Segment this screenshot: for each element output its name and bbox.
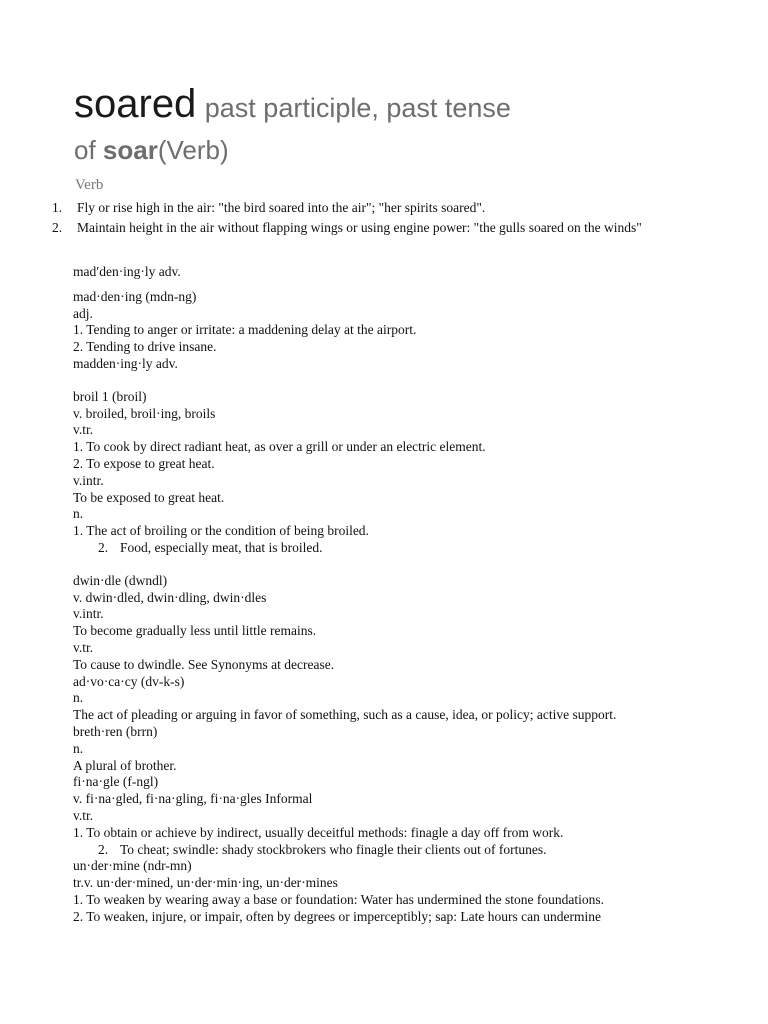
entry-headword: fi·na·gle (f-ngl) — [73, 774, 159, 790]
spacer — [73, 557, 713, 573]
entry-line: n. — [73, 506, 84, 522]
entry-line: 2. To weaken, injure, or impair, often by degrees or imperceptibly; sap: Late hours can undermine — [73, 908, 601, 924]
entry-line: adj. — [73, 305, 93, 321]
entry-line: To cause to dwindle. See Synonyms at decrease. — [73, 656, 335, 672]
entry-line: v.tr. — [73, 807, 94, 823]
sense-text: Fly or rise high in the air: "the bird soared into the air"; "her spirits soared". — [77, 200, 486, 215]
spacer — [73, 373, 713, 389]
entry-line: madden·ing·ly adv. — [73, 355, 178, 371]
entry-line — [73, 540, 713, 557]
part-of-speech-heading: Verb — [75, 177, 104, 193]
entry-line: v. broiled, broil·ing, broils — [73, 405, 216, 421]
entry-line: n. — [73, 690, 84, 706]
root-pos: (Verb) — [157, 135, 229, 165]
entry-line: 2. Tending to drive insane. — [73, 339, 217, 355]
entry-line: 1. To weaken by wearing away a base or foundation: Water has undermined the stone foundations. — [73, 891, 604, 907]
entry-line: 2. To expose to great heat. — [73, 455, 215, 471]
entry-line: v. fi·na·gled, fi·na·gling, fi·na·gles Informal — [73, 791, 313, 807]
entry-line: v. dwin·dled, dwin·dling, dwin·dles — [73, 589, 267, 605]
entry-line: 1. To cook by direct radiant heat, as over a grill or under an electric element. — [73, 439, 486, 455]
entry-line: mad′den·ing·ly adv. — [73, 264, 181, 279]
entry-line: To become gradually less until little remains. — [73, 623, 317, 639]
entry-text: Food, especially meat, that is broiled. — [120, 539, 323, 555]
entry-line: n. — [73, 740, 84, 756]
entry-line: v.intr. — [73, 472, 104, 488]
entry-line: tr.v. un·der·mined, un·der·min·ing, un·der·mines — [73, 875, 338, 891]
sense-text: Maintain height in the air without flapping wings or using engine power: "the gulls soared on the winds" — [77, 220, 642, 235]
entry-line: v.intr. — [73, 606, 104, 622]
spacer — [73, 281, 713, 289]
entry-line: The act of pleading or arguing in favor of something, such as a cause, idea, or policy; active support. — [73, 707, 617, 723]
headword-description: past participle, past tense — [204, 93, 511, 123]
entry-line: To be exposed to great heat. — [73, 489, 225, 505]
entry-line: 1. The act of broiling or the condition of being broiled. — [73, 523, 369, 539]
dictionary-entries — [73, 264, 713, 925]
root-word-line — [74, 135, 229, 166]
entry-line — [73, 842, 713, 859]
root-word: soar — [102, 135, 158, 165]
sense-item — [52, 218, 692, 238]
headword: soared — [74, 82, 197, 126]
entry-headword: un·der·mine (ndr-mn) — [73, 858, 192, 874]
sense-number: 2. — [52, 220, 63, 235]
entry-line: 1. To obtain or achieve by indirect, usually deceitful methods: finagle a day off from work. — [73, 824, 564, 840]
entry-line: A plural of brother. — [73, 757, 177, 773]
entry-headword: ad·vo·ca·cy (dv-k-s) — [73, 673, 185, 689]
of-prefix: of — [74, 135, 96, 165]
entry-line: v.tr. — [73, 422, 94, 438]
entry-text: To cheat; swindle: shady stockbrokers who finagle their clients out of fortunes. — [120, 841, 547, 857]
sense-number: 2. — [98, 539, 109, 555]
entry-headword: broil 1 (broil) — [73, 388, 147, 404]
entry-line: 1. Tending to anger or irritate: a maddening delay at the airport. — [73, 322, 417, 338]
sense-number: 1. — [52, 200, 63, 215]
entry-headword: dwin·dle (dwndl) — [73, 572, 168, 588]
sense-number: 2. — [98, 841, 109, 857]
entry-line: v.tr. — [73, 639, 94, 655]
headword-line — [74, 82, 511, 127]
entry-headword: mad·den·ing (mdn-ng) — [73, 288, 197, 304]
sense-list — [52, 198, 692, 238]
entry-headword: breth·ren (brrn) — [73, 723, 158, 739]
sense-item — [52, 198, 692, 218]
